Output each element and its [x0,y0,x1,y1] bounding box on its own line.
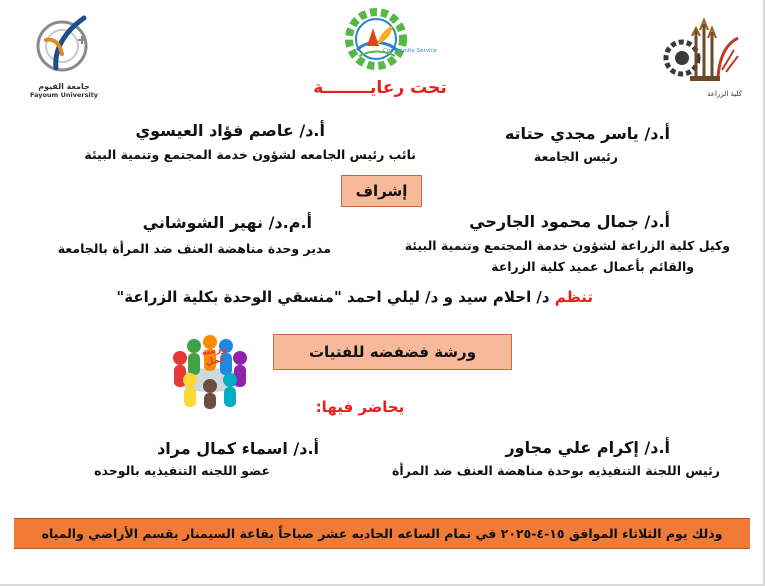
workshop-title: ورشة فضفضه للفتيات [273,334,512,370]
supervision-label: إشراف [341,175,422,207]
patron-right-role: رئيس الجامعة [533,149,618,164]
supervisor-left-name: أ.م.د/ نهير الشوشاني [142,213,312,232]
patron-left-name: أ.د/ عاصم فؤاد العيسوي [135,121,325,140]
organizers-text: د/ احلام سيد و د/ ليلي احمد "منسقي الوحدة بكلية الزراعة" [116,288,550,306]
speaker-left-name: أ.د/ اسماء كمال مراد [157,439,319,458]
workshop-illustration [160,318,260,410]
patron-left-role: نائب رئيس الجامعه لشؤون خدمة المجتمع وتنمية البيئة [84,147,416,162]
wheat-gear-logo-icon [662,10,742,88]
gear-leaf-logo-icon [343,6,409,72]
speaker-left-role: عضو اللجنه التنفيذيه بالوحده [94,463,270,478]
supervisor-right-role-1: وكيل كلية الزراعة لشؤون خدمة المجتمع وتنمية البيئة [404,238,730,253]
speakers-label: يحاضر فيها: [315,398,405,416]
fayoum-logo-ar: جامعة الفيوم [38,82,90,91]
organizers-line [116,288,593,306]
agriculture-faculty-logo [662,10,742,100]
fayoum-university-logo [28,10,100,98]
supervisor-right-name: أ.د/ جمال محمود الجارحي [469,212,670,231]
patron-right-name: أ.د/ ياسر مجدي حتاته [504,124,670,143]
supervisor-right-role-2: والقائم بأعمال عميد كلية الزراعة [491,259,694,274]
speaker-right-name: أ.د/ إكرام علي مجاور [505,438,670,457]
agriculture-logo-ar: كلية الزراعة [707,90,742,98]
community-service-logo [343,6,437,72]
event-details-footer: وذلك يوم الثلاثاء الموافق ١٥-٤-٢٠٢٥ في تمام الساعه الحاديه عشر صباحاً بقاعة السيمنار بقسم الأراضي والمياه [14,518,750,549]
fayoum-logo-icon [28,10,100,80]
workshop-image-label: ورشة عمل [200,343,228,368]
supervisor-left-role: مدير وحدة مناهضة العنف ضد المرأة بالجامعة [57,241,331,256]
speaker-right-role: رئيس اللجنة التنفيذيه بوحدة مناهضة العنف ضد المرأة [391,463,720,478]
organizers-prefix: تنظم [554,288,593,306]
community-service-logo-text: Community Service [383,48,437,54]
fayoum-logo-en: Fayoum University [29,91,99,99]
patronage-title: تحت رعايــــــــة [313,78,447,98]
